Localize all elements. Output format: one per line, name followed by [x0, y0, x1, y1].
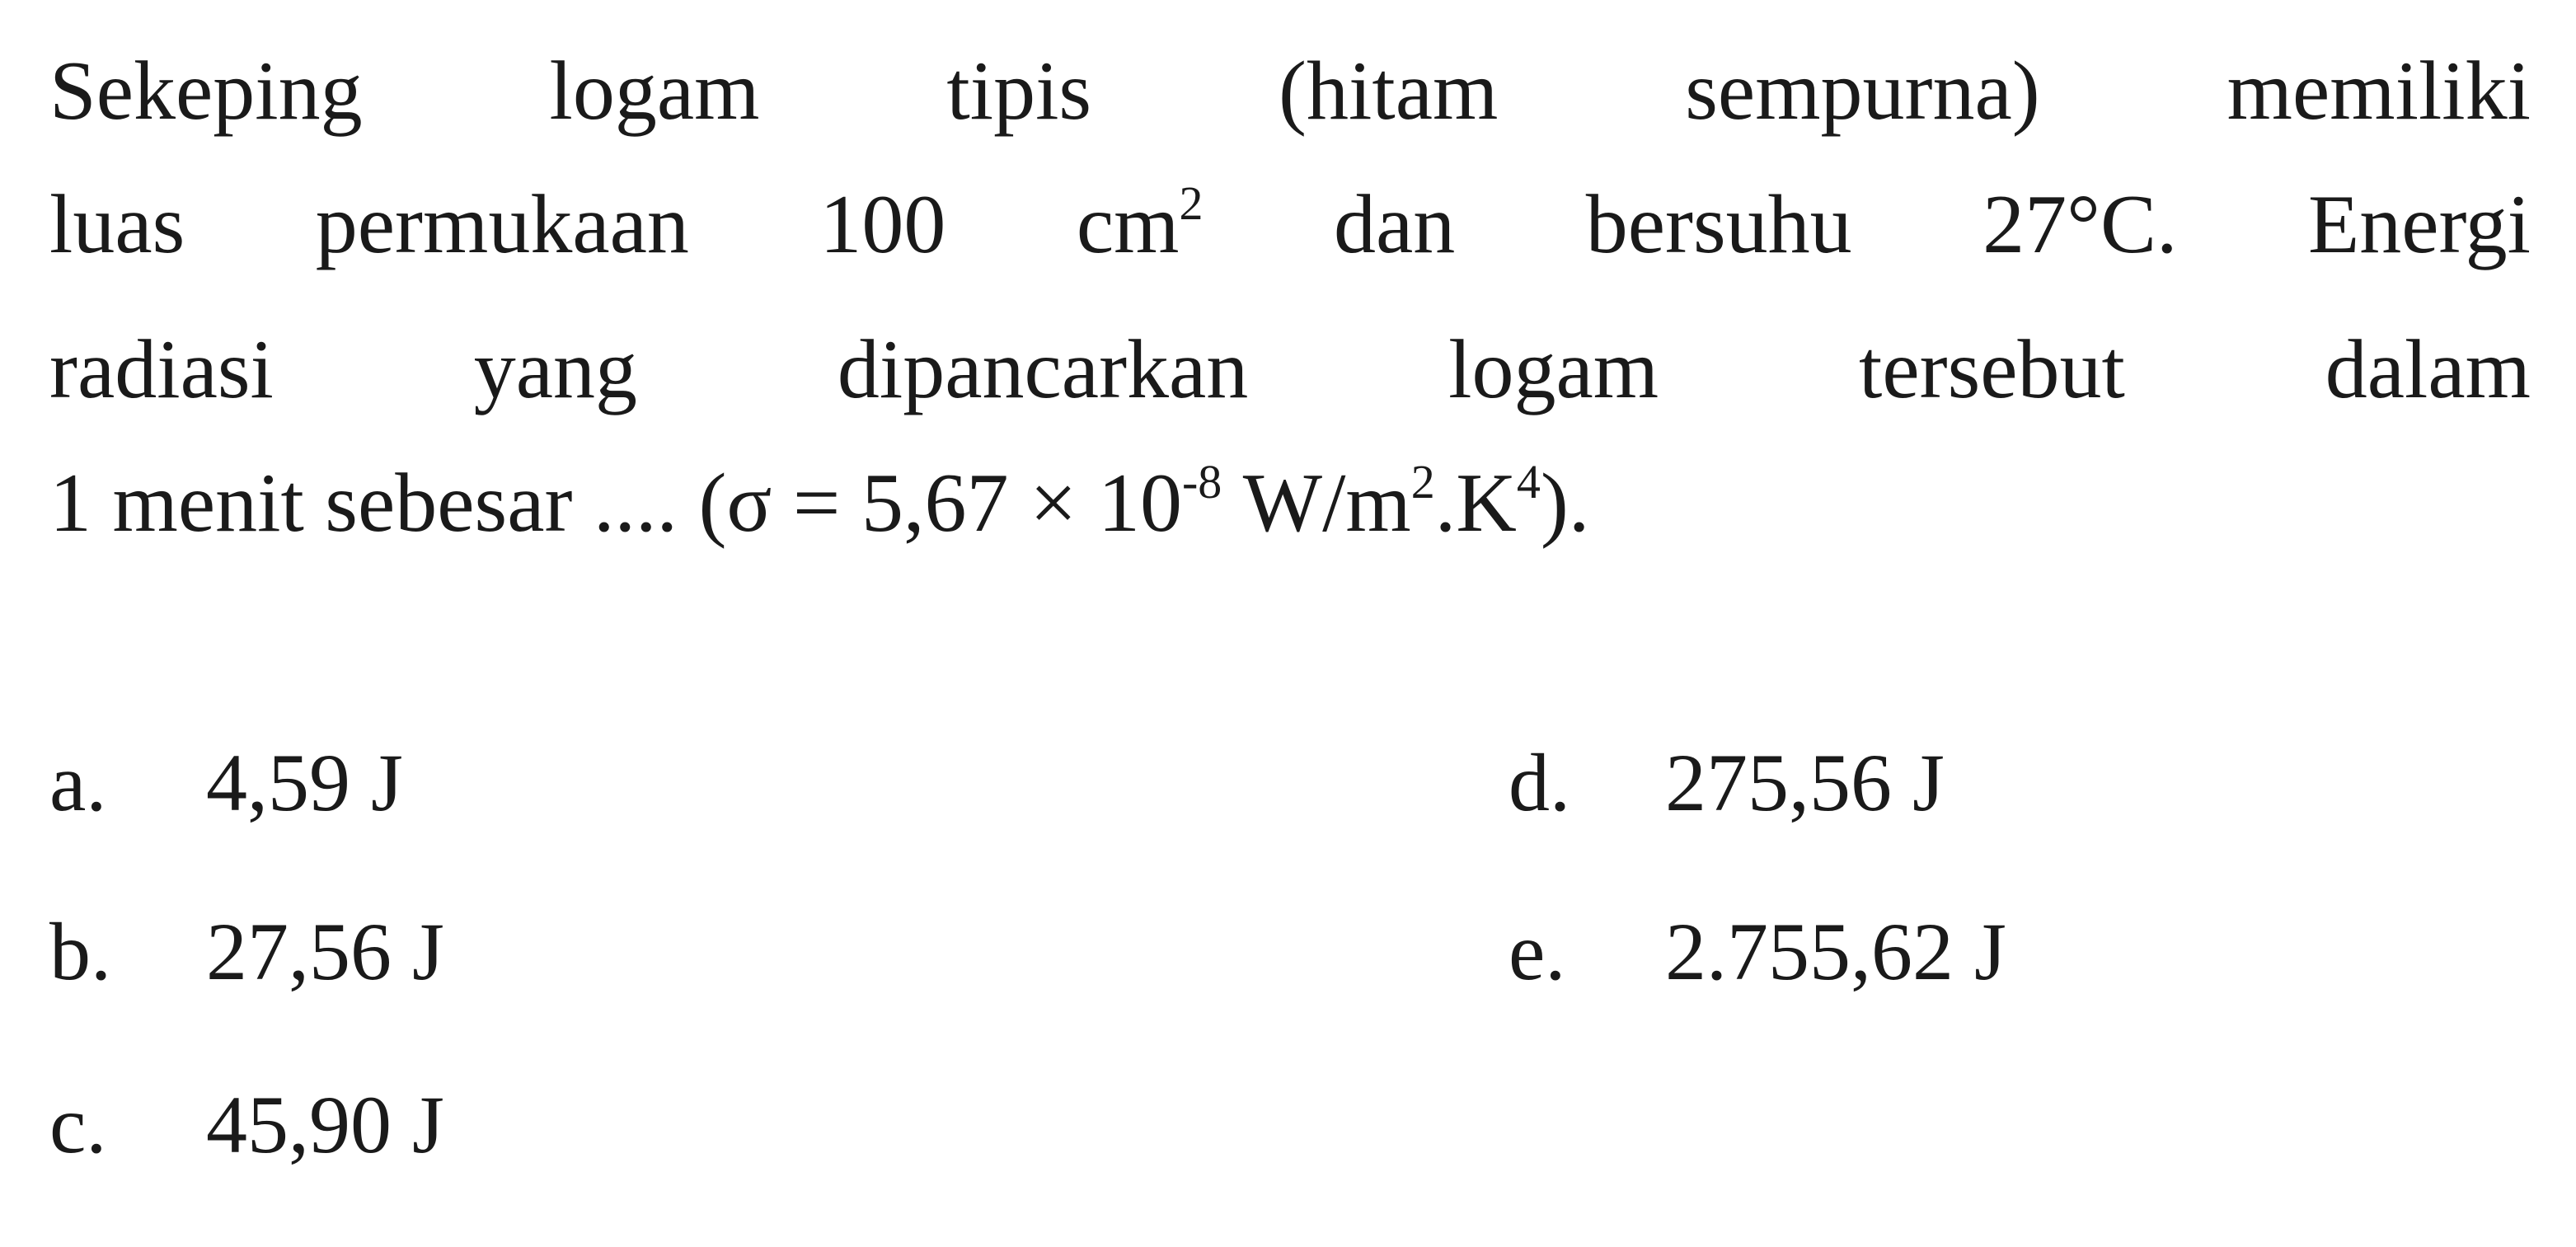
unit-w-per-m: W/m — [1222, 457, 1411, 550]
option-c[interactable] — [49, 1080, 444, 1170]
option-a-value: 4,59 J — [206, 737, 403, 828]
question-line-3: radiasi yang dipancarkan logam tersebut dalam — [49, 323, 2531, 416]
option-d-value: 275,56 J — [1665, 737, 1945, 828]
option-b[interactable] — [49, 907, 444, 997]
question-line-2-start: luas permukaan 100 cm — [49, 178, 1180, 271]
unit-k: .K — [1434, 457, 1517, 550]
option-e-letter: e. — [1509, 906, 1566, 997]
question-line-4-start: 1 menit sebesar .... (σ = 5,67 × 10 — [49, 457, 1182, 550]
option-e[interactable] — [1509, 907, 2006, 997]
option-a[interactable] — [49, 738, 403, 828]
option-b-letter: b. — [49, 906, 111, 997]
option-c-value: 45,90 J — [206, 1079, 444, 1170]
question-line-2-end: dan bersuhu 27°C. Energi — [1203, 178, 2531, 271]
option-e-value: 2.755,62 J — [1665, 906, 2006, 997]
unit-k-exponent: 4 — [1516, 455, 1541, 509]
question-line-4 — [49, 437, 2531, 582]
option-c-letter: c. — [49, 1079, 107, 1170]
option-b-value: 27,56 J — [206, 906, 444, 997]
option-a-letter: a. — [49, 737, 107, 828]
question-line-4-end: ). — [1540, 457, 1590, 550]
sigma-exponent: -8 — [1181, 455, 1222, 509]
option-d[interactable] — [1509, 738, 1945, 828]
unit-m-exponent: 2 — [1410, 455, 1435, 509]
question-line-1: Sekeping logam tipis (hitam sempurna) memiliki — [49, 45, 2531, 138]
option-d-letter: d. — [1509, 737, 1570, 828]
question-text — [49, 25, 2531, 582]
question-line-2 — [49, 158, 2531, 303]
area-exponent: 2 — [1179, 176, 1204, 230]
